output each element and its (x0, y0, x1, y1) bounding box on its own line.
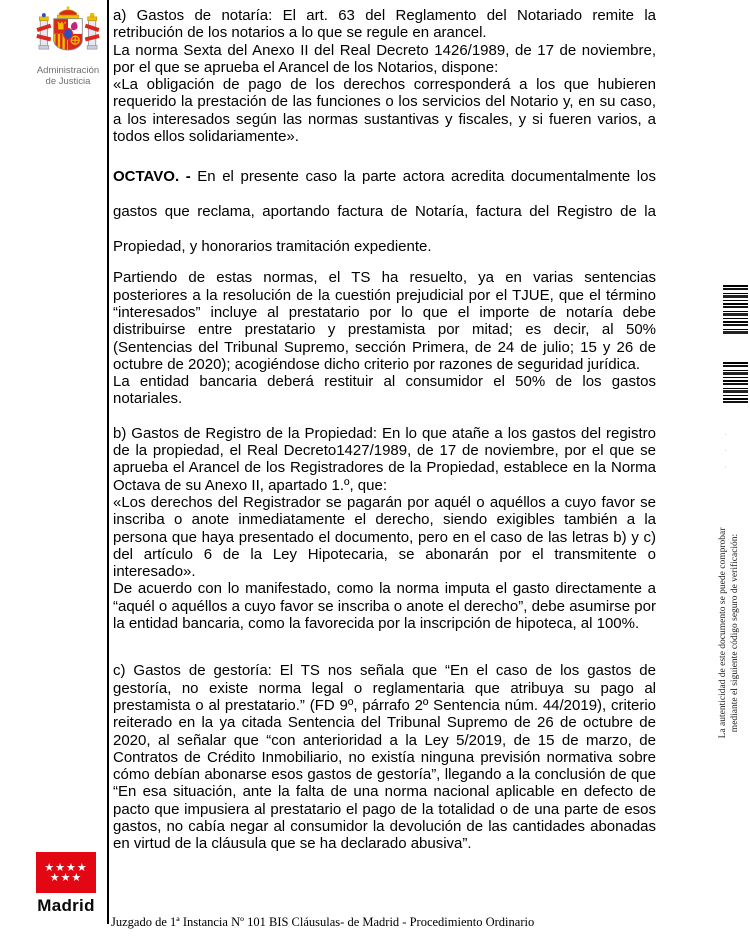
madrid-flag-icon (36, 852, 96, 893)
document-paragraph: b) Gastos de Registro de la Propiedad: En lo que atañe a los gastos del registro de la propiedad, el Real Decreto1427/1989, de 17 de noviembre, por el que se aprueba el Arancel de los Registradores de la Propiedad, establece en la Norma Octava de su Anexo II, apartado 1.º, que: (113, 424, 656, 494)
vertical-divider (107, 0, 109, 924)
org-name-line2: de Justicia (45, 75, 91, 87)
document-footer: Juzgado de 1ª Instancia Nº 101 BIS Cláusulas- de Madrid - Procedimiento Ordinario (111, 915, 535, 929)
document-paragraph: c) Gastos de gestoría: El TS nos señala que “En el caso de los gastos de gestoría, no existe norma legal o reglamentaria que atribuya su pago al prestamista o al prestatario.” (FD 9º, párrafo 2º Sentencia núm. 44/2019), criterio reiterado en la ya citada Sentencia del Tribunal Supremo de 26 de octubre de 2020, al señalar que “con anterioridad a la Ley 5/2019, de 15 de marzo, de Contratos de Crédito Inmobiliario, no existía ninguna previsión normativa sobre cómo debían abonarse esos gastos de gestoría”, llegando a la conclusión de que “En esa situación, ante la falta de una norma nacional aplicable en defecto de pacto que impusiera al prestatario el pago de la totalidad o de una parte de esos gastos, no cabía negar al consumidor la devolución de las cantidades abonadas en virtud de la cláusula que se ha declarado abusiva”. (113, 662, 656, 853)
verification-barcode-top (723, 285, 748, 334)
document-paragraph: La norma Sexta del Anexo II del Real Decreto 1426/1989, de 17 de noviembre, por el que se aprueba el Arancel de los Notarios, dispone: (113, 41, 656, 76)
document-paragraph: a) Gastos de notaría: El art. 63 del Reglamento del Notariado remite la retribución de los notarios a lo que se regule en arancel. (113, 7, 656, 42)
document-body (113, 7, 656, 853)
verification-code-marks: · · · (722, 427, 730, 468)
madrid-stars-row1: ★★★★ (44, 861, 88, 874)
verification-notice (717, 519, 741, 747)
document-paragraph: De acuerdo con lo manifestado, como la norma imputa el gasto directamente a “aquél o aquéllos a cuyo favor se inscriba o anote el derecho”, debe asumirse por la entidad bancaria, como la favorecida por la inscripción de hipoteca, al 100%. (113, 580, 656, 633)
madrid-label: Madrid (37, 896, 95, 915)
document-paragraph: OCTAVO. - En el presente caso la parte actora acredita documentalmente los gastos que reclama, aportando factura de Notaría, factura del Registro de la Propiedad, y honorarios tramitación expediente. (113, 168, 656, 256)
justice-administration-logo (28, 6, 108, 87)
document-paragraph: «La obligación de pago de los derechos corresponderá a los que hubieren requerido la prestación de las funciones o los servicios del Notario y, en su caso, a los interesados según las normas sustantivas y fiscales, y si fueren varios, a todos ellos solidariamente». (113, 76, 656, 146)
document-paragraph: La entidad bancaria deberá restituir al consumidor el 50% de los gastos notariales. (113, 373, 656, 408)
madrid-stars-row2: ★★★ (49, 871, 83, 884)
document-paragraph: Partiendo de estas normas, el TS ha resuelto, ya en varias sentencias posteriores a la resolución de la cuestión prejudicial por el TJUE, que el término “interesados” incluye al prestatario por lo que el importe de notaría debe distribuirse entre prestatario y prestamista por mitad; es decir, al 50% (Sentencias del Tribunal Supremo, sección Primera, de 24 de julio; 15 y 26 de octubre de 2020); acogiéndose dicho criterio por razones de seguridad jurídica. (113, 269, 656, 373)
org-name-line1: Administración (36, 65, 100, 76)
madrid-logo (34, 852, 98, 916)
document-paragraph: «Los derechos del Registrador se pagarán por aquél o aquéllos a cuyo favor se inscriba o anote inmediatamente el derecho, siendo exigibles también a la persona que haya presentado el documento, pero en el caso de las letras b) y c) del artículo 6 de la Ley Hipotecaria, se abonarán por el transmitente o interesado». (113, 493, 656, 581)
verification-barcode-bottom (723, 362, 748, 403)
verification-notice-line1: La autenticidad de este documento se puede comprobar (718, 527, 728, 739)
spain-coat-of-arms-icon (34, 6, 102, 60)
verification-notice-line2: mediante el siguiente código seguro de verificación: (730, 533, 740, 733)
paragraph-lead: OCTAVO. - (113, 168, 198, 186)
